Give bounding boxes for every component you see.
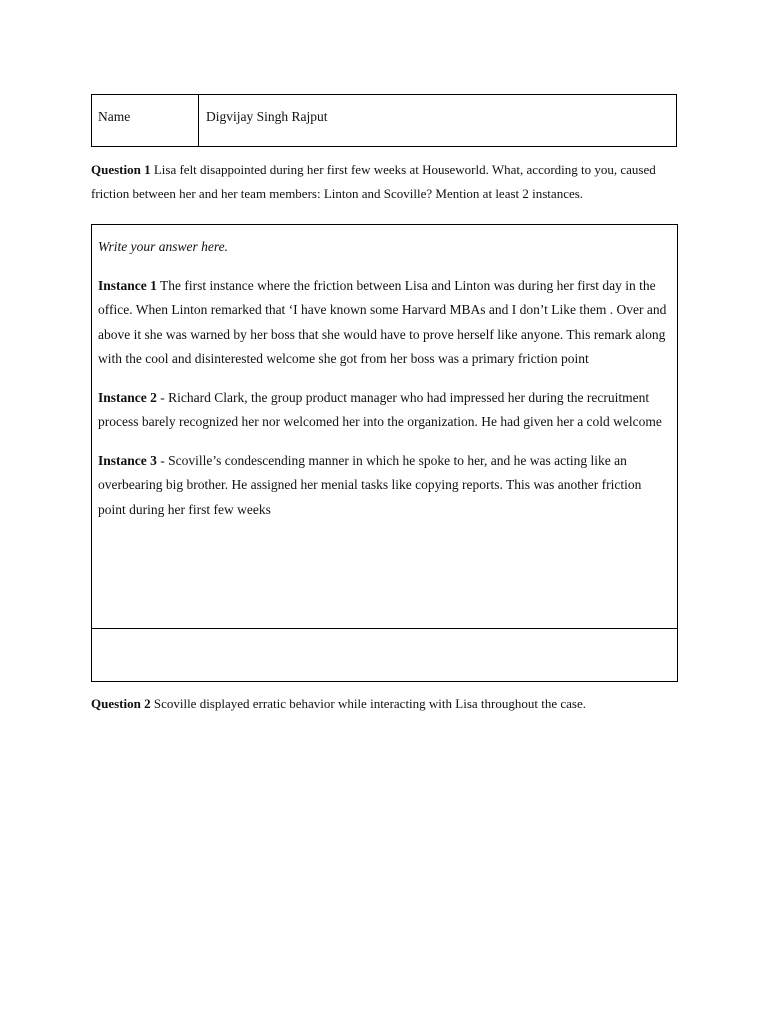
instance-1	[98, 274, 670, 372]
answer-divider	[92, 628, 677, 629]
instance-2	[98, 386, 670, 435]
instance-2-text: - Richard Clark, the group product manager who had impressed her during the recruitment process barely recognized her nor welcomed her into the organization. He had given her a cold welcome	[98, 389, 662, 429]
question-1-label: Question 1	[91, 162, 151, 177]
name-value: Digvijay Singh Rajput	[206, 109, 328, 124]
answer-hint: Write your answer here.	[98, 239, 228, 254]
instance-3-label: Instance 3	[98, 452, 157, 468]
answer-box	[91, 224, 678, 682]
question-1-text: Lisa felt disappointed during her first few weeks at Houseworld. What, according to you, caused friction between her and her team members: Linton and Scoville? Mention at least 2 instances.	[91, 162, 656, 201]
name-label: Name	[92, 95, 199, 146]
instance-3-text: - Scoville’s condescending manner in which he spoke to her, and he was acting like an overbearing big brother. He assigned her menial tasks like copying reports. This was another friction point during her first few weeks	[98, 452, 642, 517]
question-2-text: Scoville displayed erratic behavior while interacting with Lisa throughout the case.	[150, 696, 586, 711]
instance-1-label: Instance 1	[98, 277, 157, 293]
question-2	[91, 692, 681, 716]
question-2-label: Question 2	[91, 696, 151, 711]
instance-3	[98, 449, 670, 523]
answer-content	[98, 235, 670, 536]
question-1	[91, 158, 681, 206]
instance-1-text: The first instance where the friction between Lisa and Linton was during her first day in the office. When Linton remarked that ‘I have known some Harvard MBAs and I don’t Like them . Over and above it she was warned by her boss that she would have to prove herself like anyone. This remark along with the cool and disinterested welcome she got from her boss was a primary friction point	[98, 277, 667, 366]
instance-2-label: Instance 2	[98, 389, 157, 405]
name-table	[91, 94, 677, 147]
